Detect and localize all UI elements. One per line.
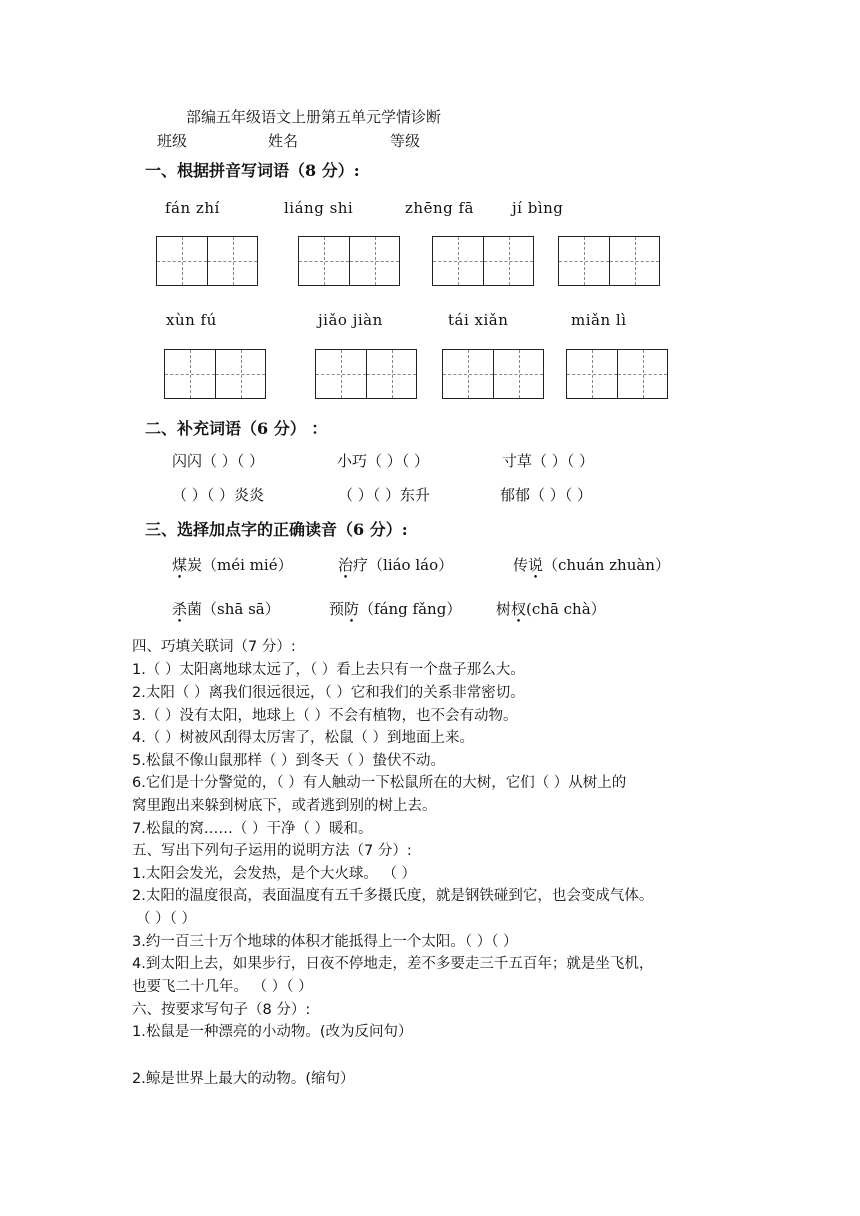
section1-heading: 一、根据拼音写词语（8 分）: — [145, 161, 360, 180]
writing-grid[interactable] — [558, 236, 660, 286]
pinyin-1: fán zhí — [165, 199, 220, 217]
section6-heading: 六、按要求写句子（8 分）: — [132, 1002, 311, 1018]
dotted-char: 治 — [338, 556, 354, 574]
writing-grid[interactable] — [315, 349, 417, 399]
grade-label: 等级 — [390, 132, 421, 150]
writing-grid[interactable] — [156, 236, 258, 286]
pronunciation-item: 传说（chuán zhuàn） — [513, 556, 670, 574]
question-line: 7.松鼠的窝……（ ）干净（ ）暖和。 — [132, 821, 373, 837]
pronunciation-item: 杀菌（shā sā） — [172, 600, 280, 618]
question-line: 4.到太阳上去，如果步行，日夜不停地走，差不多要走三千五百年；就是坐飞机， — [132, 956, 654, 972]
question-line: 1.（ ）太阳离地球太远了，（ ）看上去只有一个盘子那么大。 — [132, 662, 525, 678]
question-line: 窝里跑出来躲到树底下，或者逃到别的树上去。 — [132, 798, 437, 814]
writing-grid[interactable] — [566, 349, 668, 399]
dotted-char: 杀 — [172, 600, 188, 618]
writing-grid[interactable] — [432, 236, 534, 286]
section2-heading: 二、补充词语（6 分） ： — [145, 419, 328, 438]
pinyin-8: miǎn lì — [571, 311, 627, 329]
question-line: 2.太阳的温度很高，表面温度有五千多摄氏度，就是钢铁碰到它，也会变成气体。 — [132, 888, 654, 904]
writing-grid[interactable] — [442, 349, 544, 399]
idiom-item: 闪闪（ ）（ ） — [172, 452, 265, 470]
question-line: 4.（ ）树被风刮得太厉害了，松鼠（ ）到地面上来。 — [132, 730, 475, 746]
dotted-char: 防 — [344, 600, 360, 618]
idiom-item: 寸草（ ）（ ） — [502, 452, 595, 470]
pronunciation-item: 煤炭（méi mié） — [172, 556, 293, 574]
question-line: 3.约一百三十万个地球的体积才能抵得上一个太阳。（ ）（ ） — [132, 934, 518, 950]
section3-heading: 三、选择加点字的正确读音（6 分）: — [145, 520, 408, 539]
writing-grid[interactable] — [298, 236, 400, 286]
pinyin-6: jiǎo jiàn — [318, 311, 383, 329]
writing-grid[interactable] — [164, 349, 266, 399]
name-label: 姓名 — [268, 132, 299, 150]
question-line: 也要飞二十几年。 （ ）（ ） — [132, 979, 313, 995]
question-line: 1.松鼠是一种漂亮的小动物。(改为反问句） — [132, 1024, 413, 1040]
dotted-char: 说 — [528, 556, 544, 574]
question-line: 1.太阳会发光，会发热，是个大火球。 （ ） — [132, 866, 417, 882]
idiom-item: （ ）（ ）东升 — [338, 486, 431, 504]
question-line: 5.松鼠不像山鼠那样（ ）到冬天（ ）蛰伏不动。 — [132, 753, 446, 769]
pinyin-5: xùn fú — [166, 311, 217, 329]
question-line: （ ）（ ） — [136, 911, 196, 927]
page-title: 部编五年级语文上册第五单元学情诊断 — [186, 108, 442, 126]
dotted-char: 杈 — [511, 600, 527, 618]
pinyin-7: tái xiǎn — [448, 311, 509, 329]
pinyin-2: liáng shi — [284, 199, 354, 217]
dotted-char: 煤 — [172, 556, 188, 574]
question-line: 3.（ ）没有太阳，地球上（ ）不会有植物，也不会有动物。 — [132, 708, 518, 724]
question-line: 2.太阳（ ）离我们很远很远，（ ）它和我们的关系非常密切。 — [132, 685, 525, 701]
pinyin-3: zhēng fā — [405, 199, 474, 217]
idiom-item: 郁郁（ ）（ ） — [500, 486, 593, 504]
idiom-item: 小巧（ ）（ ） — [337, 452, 430, 470]
question-line: 2.鲸是世界上最大的动物。(缩句） — [132, 1071, 355, 1087]
pronunciation-item: 预防（fáng fǎng） — [329, 600, 462, 618]
question-line: 6.它们是十分警觉的，（ ）有人触动一下松鼠所在的大树，它们（ ）从树上的 — [132, 775, 627, 791]
pinyin-4: jí bìng — [512, 199, 564, 217]
section5-heading: 五、写出下列句子运用的说明方法（7 分）: — [132, 843, 412, 859]
class-label: 班级 — [157, 132, 188, 150]
pronunciation-item: 治疗（liáo láo） — [338, 556, 454, 574]
section4-heading: 四、巧填关联词（7 分）: — [132, 639, 296, 655]
pronunciation-item: 树杈(chā chà） — [496, 600, 606, 618]
idiom-item: （ ）（ ）炎炎 — [172, 486, 265, 504]
